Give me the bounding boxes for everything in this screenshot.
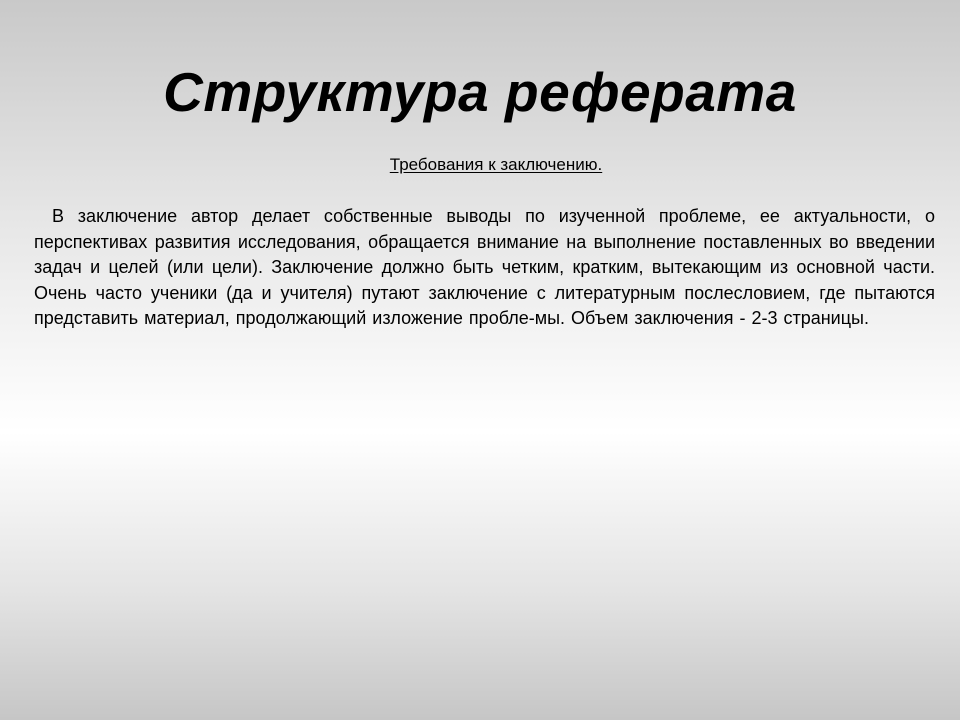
- body-paragraph: В заключение автор делает собственные выводы по изученной проблеме, ее актуальности, о перспективах развития исследования, обращается внимание на выполнение поставленных во введении задач и целей (или цели). Заключение должно быть четким, кратким, вытекающим из основной части. Очень часто ученики (да и учителя) путают заключение с литературным послесловием, где пытаются представить материал, продолжающий изложение пробле-мы. Объем заключения - 2-3 страницы.: [34, 206, 935, 329]
- slide-title: Структура реферата: [163, 61, 797, 123]
- section-heading: Требования к заключению.: [389, 155, 603, 174]
